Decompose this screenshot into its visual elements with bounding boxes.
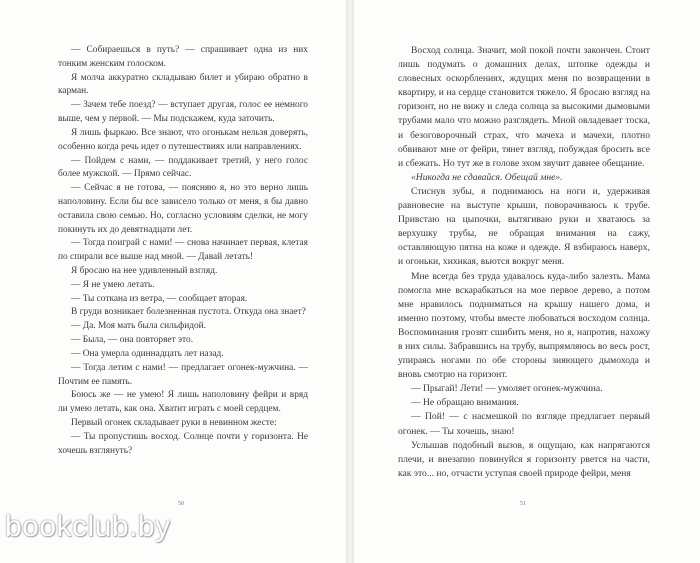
paragraph: — Сейчас я не готова, — поясняю я, но это верно лишь наполовину. Если бы все зависело только от меня, я бы давно оставила свою семью. Но, согласно условиям сделки, не могу покинуть их до девятнадцати лет. [58, 183, 308, 235]
paragraph: Мне всегда без труда удавалось куда-либо залезть. Мама помогла мне вскарабкаться на мое первое дерево, а потом мне нравилось подниматься на крышу нашего дома, и именно поэтому, чтобы вместе любоваться восходом солнца. Воспоминания грозят сшибить меня, но я, напротив, нахожу в них силы. Забравшись на трубу, выпрямляюсь во весь рост, упираясь ногами по обе стороны зияющего дымохода и вновь смотрю на горизонт. [398, 270, 650, 381]
paragraph: — Она умерла одиннадцать лет назад. [71, 348, 224, 359]
paragraph: Я молча аккуратно складываю билет и убираю обратно в карман. [58, 72, 308, 97]
paragraph: — Да. Моя мать была сильфидой. [71, 321, 207, 332]
paragraph: Стиснув зубы, я поднимаюсь на ноги и, удерживая равновесие на выступе крыши, поворачиваюсь к трубе. Привстаю на цыпочки, вытягиваю руки и хватаюсь за верхушку трубы, не обращая внимания на сажу, оставляющую пятна на коже и одежде. Я взбираюсь наверх, и огоньки, хихикая, вьются вокруг меня. [398, 185, 650, 268]
right-page-text [398, 44, 650, 481]
paragraph: Услышав подобный вызов, я ощущаю, как напрягаются плечи, и внезапно повинуйся я горизонту рвется на части, как это... но, отчасти уступая своей природе фейри, меня [398, 439, 650, 479]
left-page-number: 50 [178, 501, 184, 507]
paragraph: — Ты соткана из ветра, — сообщает вторая. [71, 293, 248, 304]
paragraph: Восход солнца. Значит, мой покой почти закончен. Стоит лишь подумать о домашних делах, штопке одежды и словесных оскорблениях, ждущих меня по возвращении в квартиру, и на сердце становится тяжело. Я бросаю взгляд на горизонт, но не вижу и следа солнца за высокими дымовыми трубами мало что можно разглядеть. Мной овладевает тоска, и безоговорочный страх, что мачеха и мачехи, плотно обвивают мне от фейри, тянет взгляд, побуждая бросить все и сбежать. Но тут же в голове эхом звучит давнее обещание. [398, 45, 650, 169]
paragraph: — Тогда поиграй с нами! — снова начинает первая, клетая по спирали все выше над мной. — Давай летать! [58, 238, 308, 263]
paragraph: — Собираешься в путь? — спрашивает одна из них тонким женским голоском. [58, 45, 308, 69]
book-gutter [346, 0, 354, 563]
paragraph: — Не обращаю внимания. [411, 397, 519, 409]
left-page-text [58, 44, 308, 458]
paragraph: — Была, — она повторяет это. [71, 335, 194, 346]
paragraph: — Пойдем с нами, — поддакивает третий, у него голос более мужской. — Прямо сейчас. [58, 155, 308, 180]
bookclub-watermark: bookclub.by [5, 510, 171, 543]
paragraph: Первый огонек складывает руки в невинном жесте: [71, 417, 277, 428]
paragraph: — Зачем тебе поезд? — вступает другая, голос ее немного выше, чем у первой. — Мы подскажем, куда заточить. [58, 100, 308, 125]
left-page [0, 0, 346, 563]
paragraph: Я бросаю на нее удивленный взгляд. [71, 266, 218, 276]
right-page-number: 51 [520, 501, 526, 507]
paragraph: Боюсь же — не умею! Я лишь наполовину фейри и вряд ли умею летать, как она. Хватит играть с моей сердцем. [58, 390, 308, 415]
paragraph: — Пой! — с насмешкой по взгляде предлагает первый огонек. — Ты хочешь, знаю! [398, 411, 650, 437]
paragraph: В груди возникает болезненная пустота. Откуда она знает? [71, 307, 306, 318]
right-page [354, 0, 700, 563]
paragraph: — Прыгай! Лети! — умоляет огонек-мужчина. [411, 383, 603, 395]
paragraph: — Я не умею летать. [71, 279, 155, 290]
paragraph: — Ты пропустишь восход. Солнце почти у горизонта. Не хочешь взглянуть? [58, 431, 308, 456]
paragraph: «Никогда не сдавайся. Обещай мне». [411, 171, 563, 183]
paragraph: Я лишь фыркаю. Все знают, что огонькам нельзя доверять, особенно когда речь идет о путешествиях или направлениях. [58, 127, 308, 152]
paragraph: — Тогда летим с нами! — предлагает огонек-мужчина. — Почтим ее память. [58, 362, 308, 387]
